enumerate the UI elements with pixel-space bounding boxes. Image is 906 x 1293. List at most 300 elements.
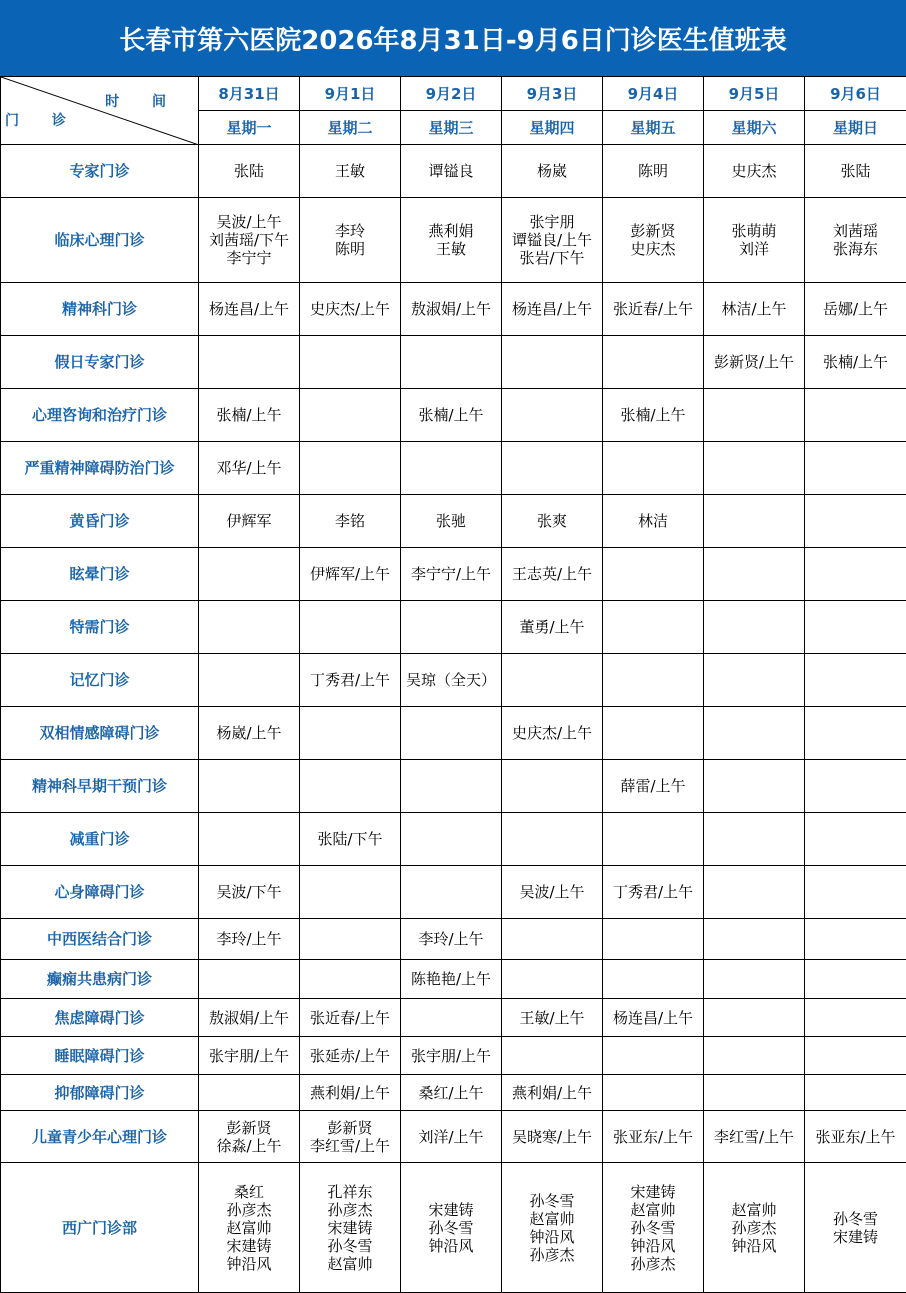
doctor-entry: 李铭 xyxy=(301,512,399,530)
doctor-entry: 史庆杰/上午 xyxy=(301,300,399,318)
duty-cell xyxy=(502,866,603,919)
doctor-entry: 伊辉军/上午 xyxy=(301,565,399,583)
duty-cell xyxy=(300,813,401,866)
clinic-row xyxy=(1,813,906,866)
duty-cell xyxy=(502,198,603,283)
doctor-entry: 张延赤/上午 xyxy=(301,1047,399,1065)
duty-cell xyxy=(199,495,300,548)
date-header: 9月1日 xyxy=(300,77,401,111)
duty-cell xyxy=(401,389,502,442)
duty-cell xyxy=(300,707,401,760)
duty-cell xyxy=(199,336,300,389)
doctor-entry: 燕利娟/上午 xyxy=(301,1084,399,1102)
doctor-entry: 陈明 xyxy=(301,240,399,258)
doctor-entry: 李宁宁 xyxy=(200,249,298,267)
duty-cell xyxy=(401,1037,502,1075)
clinic-row xyxy=(1,548,906,601)
doctor-entry: 宋建铸 xyxy=(806,1228,905,1246)
doctor-entry: 孙彦杰 xyxy=(200,1201,298,1219)
doctor-entry: 张陆/下午 xyxy=(301,830,399,848)
duty-cell xyxy=(502,1037,603,1075)
doctor-entry: 邓华/上午 xyxy=(200,459,298,477)
duty-cell xyxy=(401,336,502,389)
clinic-name: 特需门诊 xyxy=(1,601,199,654)
doctor-entry: 敖淑娟/上午 xyxy=(200,1009,298,1027)
clinic-name: 专家门诊 xyxy=(1,145,199,198)
doctor-entry: 刘茜瑶 xyxy=(806,222,905,240)
duty-cell xyxy=(805,336,906,389)
doctor-entry: 张爽 xyxy=(503,512,601,530)
duty-cell xyxy=(300,336,401,389)
duty-cell xyxy=(502,999,603,1037)
clinic-row xyxy=(1,145,906,198)
doctor-entry: 赵富帅 xyxy=(503,1210,601,1228)
doctor-entry: 伊辉军 xyxy=(200,512,298,530)
duty-cell xyxy=(502,654,603,707)
doctor-entry: 杨连昌/上午 xyxy=(604,1009,702,1027)
clinic-row xyxy=(1,707,906,760)
doctor-entry: 赵富帅 xyxy=(200,1219,298,1237)
duty-cell xyxy=(401,654,502,707)
duty-cell xyxy=(603,960,704,999)
doctor-entry: 张楠/上午 xyxy=(402,406,500,424)
duty-cell xyxy=(300,1111,401,1163)
duty-cell xyxy=(704,548,805,601)
duty-cell xyxy=(300,760,401,813)
duty-cell xyxy=(401,960,502,999)
duty-cell xyxy=(401,442,502,495)
duty-cell xyxy=(704,1111,805,1163)
duty-cell xyxy=(502,760,603,813)
clinic-row xyxy=(1,760,906,813)
doctor-entry: 杨崴/上午 xyxy=(200,724,298,742)
date-header: 9月2日 xyxy=(401,77,502,111)
duty-cell xyxy=(502,145,603,198)
clinic-name: 眩晕门诊 xyxy=(1,548,199,601)
duty-cell xyxy=(300,389,401,442)
doctor-entry: 宋建铸 xyxy=(301,1219,399,1237)
duty-cell xyxy=(805,601,906,654)
doctor-entry: 李红雪/上午 xyxy=(301,1137,399,1155)
doctor-entry: 张宇朋/上午 xyxy=(402,1047,500,1065)
clinic-row xyxy=(1,1111,906,1163)
duty-cell xyxy=(805,1075,906,1111)
date-header: 9月5日 xyxy=(704,77,805,111)
duty-cell xyxy=(401,548,502,601)
duty-cell xyxy=(199,389,300,442)
duty-cell xyxy=(199,960,300,999)
clinic-row xyxy=(1,389,906,442)
doctor-entry: 李玲/上午 xyxy=(200,930,298,948)
duty-cell xyxy=(401,866,502,919)
duty-cell xyxy=(199,601,300,654)
clinic-name: 心理咨询和治疗门诊 xyxy=(1,389,199,442)
doctor-entry: 孙彦杰 xyxy=(503,1246,601,1264)
duty-cell xyxy=(300,1037,401,1075)
duty-cell xyxy=(199,283,300,336)
duty-cell xyxy=(704,442,805,495)
duty-cell xyxy=(401,145,502,198)
doctor-entry: 宋建铸 xyxy=(402,1201,500,1219)
duty-cell xyxy=(603,283,704,336)
duty-cell xyxy=(300,999,401,1037)
duty-cell xyxy=(401,999,502,1037)
clinic-row xyxy=(1,866,906,919)
doctor-entry: 宋建铸 xyxy=(200,1237,298,1255)
clinic-name: 儿童青少年心理门诊 xyxy=(1,1111,199,1163)
duty-cell xyxy=(401,1075,502,1111)
duty-cell xyxy=(199,1037,300,1075)
doctor-entry: 吴波/下午 xyxy=(200,883,298,901)
doctor-entry: 张宇朋 xyxy=(503,213,601,231)
duty-cell xyxy=(401,601,502,654)
weekday-header: 星期日 xyxy=(805,111,906,145)
doctor-entry: 孙彦杰 xyxy=(705,1219,803,1237)
duty-cell xyxy=(704,1075,805,1111)
doctor-entry: 钟沿风 xyxy=(503,1228,601,1246)
duty-cell xyxy=(502,1111,603,1163)
duty-cell xyxy=(401,1111,502,1163)
doctor-entry: 孙彦杰 xyxy=(301,1201,399,1219)
duty-cell xyxy=(300,1075,401,1111)
doctor-entry: 丁秀君/上午 xyxy=(604,883,702,901)
duty-cell xyxy=(805,442,906,495)
duty-cell xyxy=(603,866,704,919)
corner-clinic-label: 门 诊 xyxy=(5,112,80,130)
doctor-entry: 吴波/上午 xyxy=(503,883,601,901)
duty-cell xyxy=(199,707,300,760)
duty-cell xyxy=(199,145,300,198)
date-header: 9月3日 xyxy=(502,77,603,111)
duty-cell xyxy=(401,813,502,866)
doctor-entry: 彭新贤 xyxy=(604,222,702,240)
duty-cell xyxy=(805,866,906,919)
doctor-entry: 张海东 xyxy=(806,240,905,258)
clinic-row xyxy=(1,1037,906,1075)
doctor-entry: 张岩/下午 xyxy=(503,249,601,267)
weekday-header: 星期四 xyxy=(502,111,603,145)
duty-cell xyxy=(603,495,704,548)
duty-cell xyxy=(704,283,805,336)
doctor-entry: 孙彦杰 xyxy=(604,1255,702,1273)
duty-cell xyxy=(704,145,805,198)
doctor-entry: 孙冬雪 xyxy=(806,1210,905,1228)
clinic-row xyxy=(1,654,906,707)
doctor-entry: 彭新贤/上午 xyxy=(705,353,803,371)
date-header: 9月6日 xyxy=(805,77,906,111)
duty-cell xyxy=(300,548,401,601)
clinic-row xyxy=(1,999,906,1037)
duty-cell xyxy=(502,919,603,960)
duty-cell xyxy=(603,336,704,389)
doctor-entry: 陈明 xyxy=(604,162,702,180)
duty-cell xyxy=(704,813,805,866)
duty-cell xyxy=(805,654,906,707)
clinic-row xyxy=(1,495,906,548)
clinic-name: 睡眠障碍门诊 xyxy=(1,1037,199,1075)
duty-cell xyxy=(300,198,401,283)
duty-cell xyxy=(300,960,401,999)
duty-cell xyxy=(401,919,502,960)
weekday-header: 星期六 xyxy=(704,111,805,145)
duty-cell xyxy=(805,1163,906,1293)
date-header: 8月31日 xyxy=(199,77,300,111)
clinic-row xyxy=(1,198,906,283)
clinic-row xyxy=(1,601,906,654)
clinic-row xyxy=(1,442,906,495)
doctor-entry: 李玲/上午 xyxy=(402,930,500,948)
duty-cell xyxy=(805,707,906,760)
duty-cell xyxy=(805,145,906,198)
doctor-entry: 张楠/上午 xyxy=(200,406,298,424)
duty-cell xyxy=(502,1075,603,1111)
doctor-entry: 孙冬雪 xyxy=(301,1237,399,1255)
doctor-entry: 吴波/上午 xyxy=(200,213,298,231)
duty-cell xyxy=(704,1163,805,1293)
duty-cell xyxy=(603,1075,704,1111)
doctor-entry: 张陆 xyxy=(200,162,298,180)
clinic-name: 减重门诊 xyxy=(1,813,199,866)
doctor-entry: 钟沿风 xyxy=(200,1255,298,1273)
doctor-entry: 燕利娟/上午 xyxy=(503,1084,601,1102)
doctor-entry: 张萌萌 xyxy=(705,222,803,240)
duty-cell xyxy=(300,1163,401,1293)
duty-cell xyxy=(401,1163,502,1293)
duty-cell xyxy=(300,145,401,198)
doctor-entry: 陈艳艳/上午 xyxy=(402,970,500,988)
clinic-row xyxy=(1,960,906,999)
weekday-header: 星期二 xyxy=(300,111,401,145)
doctor-entry: 桑红 xyxy=(200,1183,298,1201)
doctor-entry: 李宁宁/上午 xyxy=(402,565,500,583)
duty-cell xyxy=(603,919,704,960)
doctor-entry: 张亚东/上午 xyxy=(604,1128,702,1146)
doctor-entry: 王志英/上午 xyxy=(503,565,601,583)
doctor-entry: 赵富帅 xyxy=(301,1255,399,1273)
duty-cell xyxy=(603,654,704,707)
doctor-entry: 张驰 xyxy=(402,512,500,530)
duty-cell xyxy=(704,1037,805,1075)
duty-cell xyxy=(502,495,603,548)
duty-cell xyxy=(603,442,704,495)
doctor-entry: 宋建铸 xyxy=(604,1183,702,1201)
duty-cell xyxy=(805,960,906,999)
doctor-entry: 刘洋/上午 xyxy=(402,1128,500,1146)
clinic-name: 严重精神障碍防治门诊 xyxy=(1,442,199,495)
duty-cell xyxy=(603,389,704,442)
doctor-entry: 杨连昌/上午 xyxy=(503,300,601,318)
weekday-header: 星期一 xyxy=(199,111,300,145)
doctor-entry: 李红雪/上午 xyxy=(705,1128,803,1146)
doctor-entry: 吴琼（全天） xyxy=(402,671,500,689)
clinic-name: 黄昏门诊 xyxy=(1,495,199,548)
duty-cell xyxy=(805,389,906,442)
duty-cell xyxy=(300,442,401,495)
duty-cell xyxy=(199,866,300,919)
clinic-row xyxy=(1,919,906,960)
duty-cell xyxy=(199,760,300,813)
doctor-entry: 林洁 xyxy=(604,512,702,530)
clinic-name: 西广门诊部 xyxy=(1,1163,199,1293)
duty-cell xyxy=(300,495,401,548)
clinic-row xyxy=(1,1075,906,1111)
duty-cell xyxy=(704,198,805,283)
duty-cell xyxy=(300,283,401,336)
duty-cell xyxy=(502,548,603,601)
doctor-entry: 赵富帅 xyxy=(705,1201,803,1219)
duty-cell xyxy=(502,1163,603,1293)
duty-cell xyxy=(401,198,502,283)
doctor-entry: 徐淼/上午 xyxy=(200,1137,298,1155)
doctor-entry: 林洁/上午 xyxy=(705,300,803,318)
doctor-entry: 杨崴 xyxy=(503,162,601,180)
duty-cell xyxy=(704,601,805,654)
duty-cell xyxy=(300,866,401,919)
duty-cell xyxy=(704,960,805,999)
clinic-name: 双相情感障碍门诊 xyxy=(1,707,199,760)
doctor-entry: 谭镒良 xyxy=(402,162,500,180)
doctor-entry: 董勇/上午 xyxy=(503,618,601,636)
duty-cell xyxy=(502,813,603,866)
duty-cell xyxy=(502,960,603,999)
duty-cell xyxy=(300,654,401,707)
clinic-name: 假日专家门诊 xyxy=(1,336,199,389)
duty-cell xyxy=(603,145,704,198)
doctor-entry: 谭镒良/上午 xyxy=(503,231,601,249)
clinic-name: 抑郁障碍门诊 xyxy=(1,1075,199,1111)
duty-cell xyxy=(199,999,300,1037)
duty-cell xyxy=(805,813,906,866)
duty-cell xyxy=(300,601,401,654)
weekday-header: 星期三 xyxy=(401,111,502,145)
duty-cell xyxy=(199,548,300,601)
doctor-entry: 孙冬雪 xyxy=(503,1192,601,1210)
duty-cell xyxy=(199,813,300,866)
doctor-entry: 杨连昌/上午 xyxy=(200,300,298,318)
doctor-entry: 刘茜瑶/下午 xyxy=(200,231,298,249)
duty-cell xyxy=(603,198,704,283)
doctor-entry: 刘洋 xyxy=(705,240,803,258)
date-header: 9月4日 xyxy=(603,77,704,111)
duty-cell xyxy=(199,198,300,283)
duty-cell xyxy=(805,495,906,548)
duty-cell xyxy=(401,760,502,813)
doctor-entry: 张宇朋/上午 xyxy=(200,1047,298,1065)
doctor-entry: 钟沿风 xyxy=(705,1237,803,1255)
doctor-entry: 桑红/上午 xyxy=(402,1084,500,1102)
doctor-entry: 张楠/上午 xyxy=(604,406,702,424)
corner-header-cell xyxy=(1,77,199,145)
duty-cell xyxy=(199,1163,300,1293)
duty-cell xyxy=(199,442,300,495)
doctor-entry: 史庆杰/上午 xyxy=(503,724,601,742)
duty-cell xyxy=(603,548,704,601)
duty-roster-table xyxy=(0,76,906,1293)
duty-cell xyxy=(603,760,704,813)
doctor-entry: 史庆杰 xyxy=(604,240,702,258)
doctor-entry: 孙冬雪 xyxy=(604,1219,702,1237)
clinic-row xyxy=(1,336,906,389)
doctor-entry: 岳娜/上午 xyxy=(806,300,905,318)
doctor-entry: 张陆 xyxy=(806,162,905,180)
duty-cell xyxy=(199,654,300,707)
duty-cell xyxy=(805,760,906,813)
duty-cell xyxy=(805,1111,906,1163)
doctor-entry: 孔祥东 xyxy=(301,1183,399,1201)
doctor-entry: 敖淑娟/上午 xyxy=(402,300,500,318)
doctor-entry: 李玲 xyxy=(301,222,399,240)
duty-cell xyxy=(603,1163,704,1293)
duty-cell xyxy=(704,760,805,813)
doctor-entry: 张近春/上午 xyxy=(301,1009,399,1027)
duty-cell xyxy=(603,813,704,866)
doctor-entry: 张楠/上午 xyxy=(806,353,905,371)
duty-cell xyxy=(603,707,704,760)
doctor-entry: 孙冬雪 xyxy=(402,1219,500,1237)
duty-cell xyxy=(300,919,401,960)
duty-cell xyxy=(704,654,805,707)
duty-cell xyxy=(401,283,502,336)
duty-cell xyxy=(401,495,502,548)
clinic-name: 癫痫共患病门诊 xyxy=(1,960,199,999)
clinic-row xyxy=(1,1163,906,1293)
clinic-name: 记忆门诊 xyxy=(1,654,199,707)
doctor-entry: 钟沿风 xyxy=(402,1237,500,1255)
clinic-name: 精神科早期干预门诊 xyxy=(1,760,199,813)
duty-cell xyxy=(704,999,805,1037)
duty-cell xyxy=(805,919,906,960)
doctor-entry: 王敏 xyxy=(402,240,500,258)
doctor-entry: 张亚东/上午 xyxy=(806,1128,905,1146)
clinic-name: 中西医结合门诊 xyxy=(1,919,199,960)
duty-cell xyxy=(805,283,906,336)
duty-cell xyxy=(502,283,603,336)
duty-cell xyxy=(199,1075,300,1111)
doctor-entry: 吴晓寒/上午 xyxy=(503,1128,601,1146)
duty-cell xyxy=(502,601,603,654)
duty-cell xyxy=(603,1111,704,1163)
duty-cell xyxy=(502,336,603,389)
duty-cell xyxy=(603,601,704,654)
duty-cell xyxy=(805,198,906,283)
duty-cell xyxy=(805,999,906,1037)
doctor-entry: 彭新贤 xyxy=(200,1119,298,1137)
weekday-header: 星期五 xyxy=(603,111,704,145)
clinic-name: 焦虑障碍门诊 xyxy=(1,999,199,1037)
duty-cell xyxy=(502,389,603,442)
page-title: 长春市第六医院2026年8月31日-9月6日门诊医生值班表 xyxy=(0,0,906,76)
doctor-entry: 燕利娟 xyxy=(402,222,500,240)
doctor-entry: 王敏 xyxy=(301,162,399,180)
duty-cell xyxy=(805,1037,906,1075)
doctor-entry: 赵富帅 xyxy=(604,1201,702,1219)
duty-cell xyxy=(704,919,805,960)
doctor-entry: 丁秀君/上午 xyxy=(301,671,399,689)
doctor-entry: 彭新贤 xyxy=(301,1119,399,1137)
duty-cell xyxy=(199,1111,300,1163)
duty-cell xyxy=(704,495,805,548)
clinic-name: 临床心理门诊 xyxy=(1,198,199,283)
clinic-name: 精神科门诊 xyxy=(1,283,199,336)
clinic-row xyxy=(1,283,906,336)
doctor-entry: 薛雷/上午 xyxy=(604,777,702,795)
duty-cell xyxy=(199,919,300,960)
doctor-entry: 史庆杰 xyxy=(705,162,803,180)
duty-cell xyxy=(704,866,805,919)
doctor-entry: 王敏/上午 xyxy=(503,1009,601,1027)
duty-cell xyxy=(704,389,805,442)
duty-cell xyxy=(502,442,603,495)
